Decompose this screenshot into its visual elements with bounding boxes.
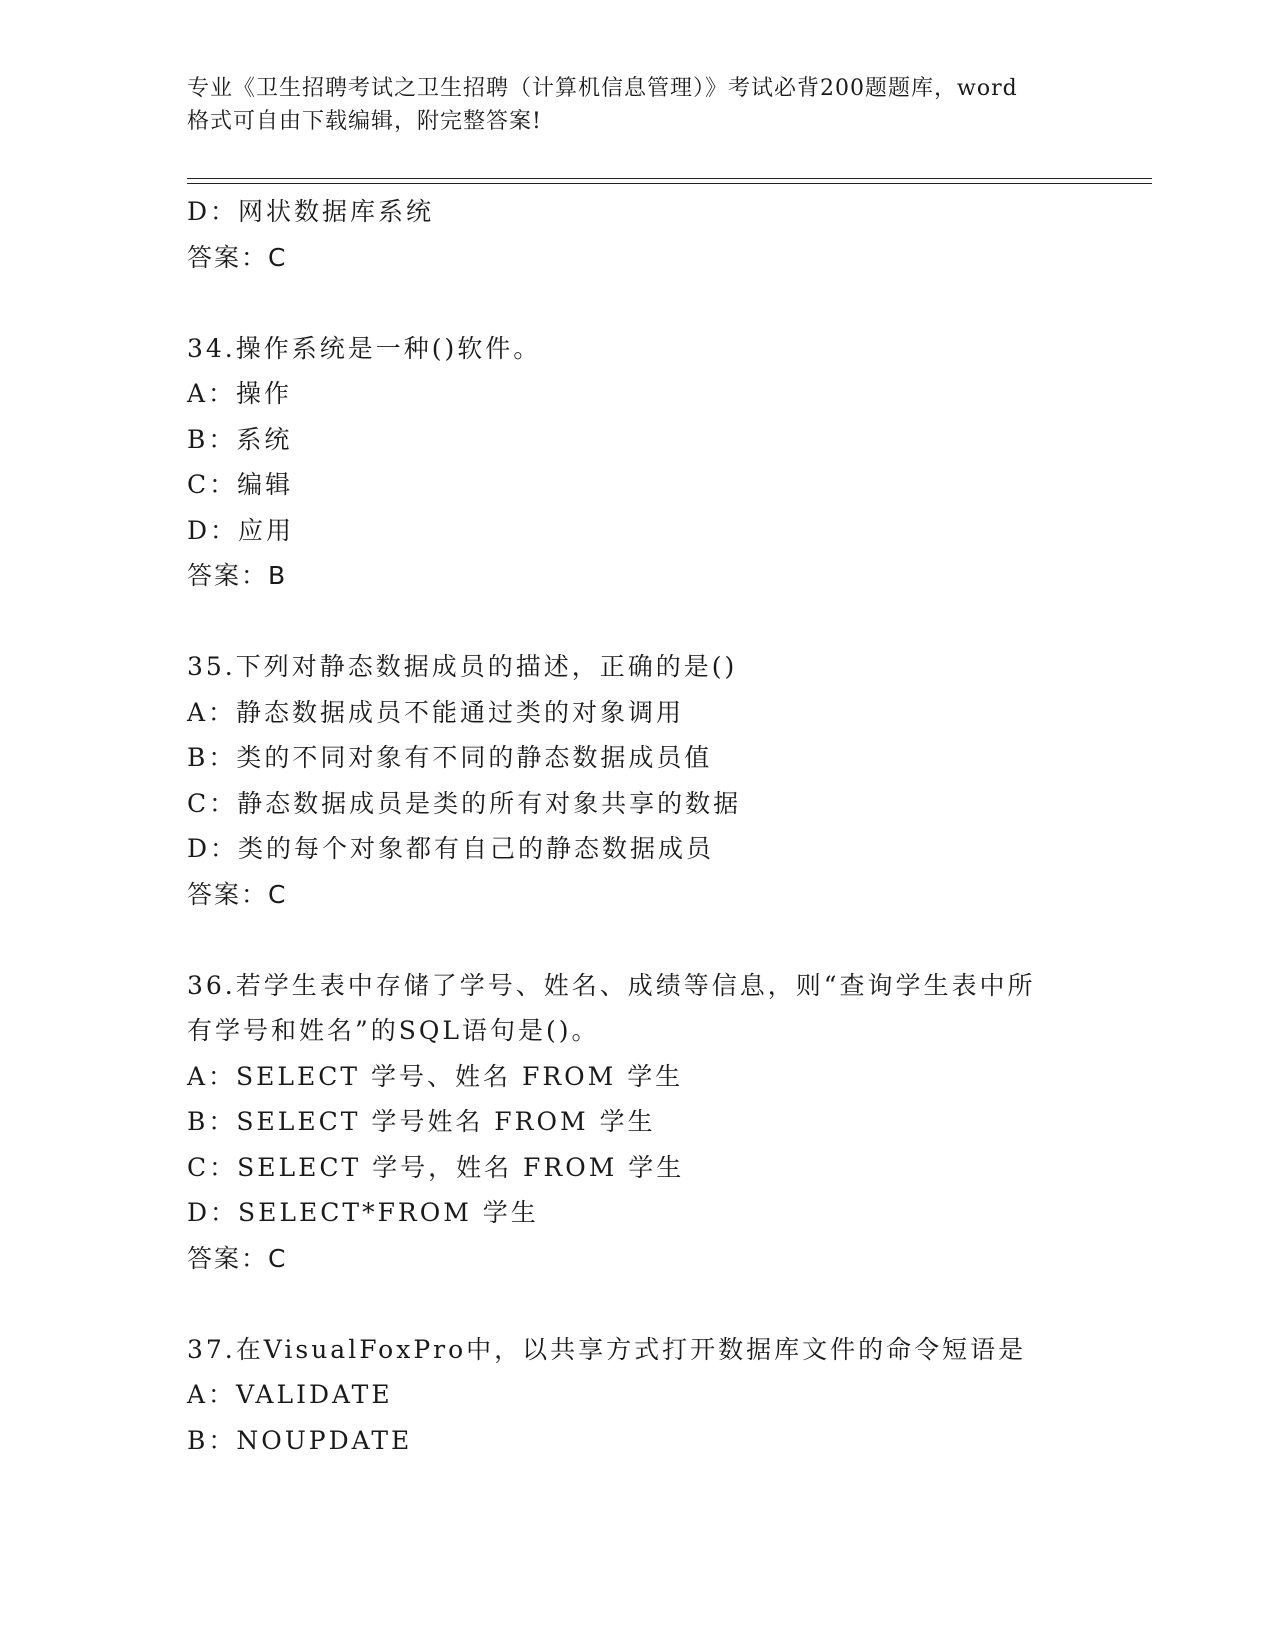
option-b: B：系统: [187, 424, 293, 454]
header-line-1: 专业《卫生招聘考试之卫生招聘（计算机信息管理）》考试必背200题题库，word: [187, 76, 1018, 101]
option-c: C：SELECT 学号，姓名 FROM 学生: [187, 1152, 685, 1182]
option-a: A：操作: [187, 379, 293, 408]
answer: 答案：C: [187, 1243, 288, 1273]
option-b: B：NOUPDATE: [187, 1425, 413, 1455]
option-a: A：静态数据成员不能通过类的对象调用: [187, 697, 685, 727]
option-c: C：编辑: [187, 470, 294, 499]
question-35: [187, 644, 1117, 917]
question-34: [187, 326, 1117, 599]
answer: 答案：B: [187, 561, 288, 590]
header-line-2: 格式可自由下载编辑，附完整答案!: [187, 109, 542, 134]
header-rule-bottom: [187, 183, 1152, 184]
question-stem: 37.在VisualFoxPro中，以共享方式打开数据库文件的命令短语是: [187, 1334, 1027, 1364]
option-d: D：类的每个对象都有自己的静态数据成员: [187, 834, 715, 863]
option-b: B：类的不同对象有不同的静态数据成员值: [187, 743, 713, 772]
question-stem: 34.操作系统是一种()软件。: [187, 333, 542, 363]
question-stem-line-1: 36.若学生表中存储了学号、姓名、成绩等信息，则“查询学生表中所: [187, 970, 1036, 1000]
option-d-continued: D：网状数据库系统: [187, 197, 435, 226]
option-a: A：VALIDATE: [187, 1380, 393, 1409]
question-stem: 35.下列对静态数据成员的描述，正确的是(): [187, 652, 738, 681]
answer-continued: 答案：C: [187, 242, 288, 272]
question-37: [187, 1327, 1117, 1464]
question-list: [187, 189, 1117, 1463]
question-stem-line-2: 有学号和姓名”的SQL语句是()。: [187, 1016, 600, 1045]
option-d: D：应用: [187, 515, 295, 545]
question-36: [187, 963, 1117, 1282]
document-header: [187, 72, 1087, 138]
option-a: A：SELECT 学号、姓名 FROM 学生: [187, 1061, 684, 1091]
option-d: D：SELECT*FROM 学生: [187, 1198, 539, 1227]
option-b: B：SELECT 学号姓名 FROM 学生: [187, 1107, 656, 1136]
header-rule-top: [187, 178, 1152, 179]
answer: 答案：C: [187, 879, 288, 909]
option-c: C：静态数据成员是类的所有对象共享的数据: [187, 788, 742, 818]
